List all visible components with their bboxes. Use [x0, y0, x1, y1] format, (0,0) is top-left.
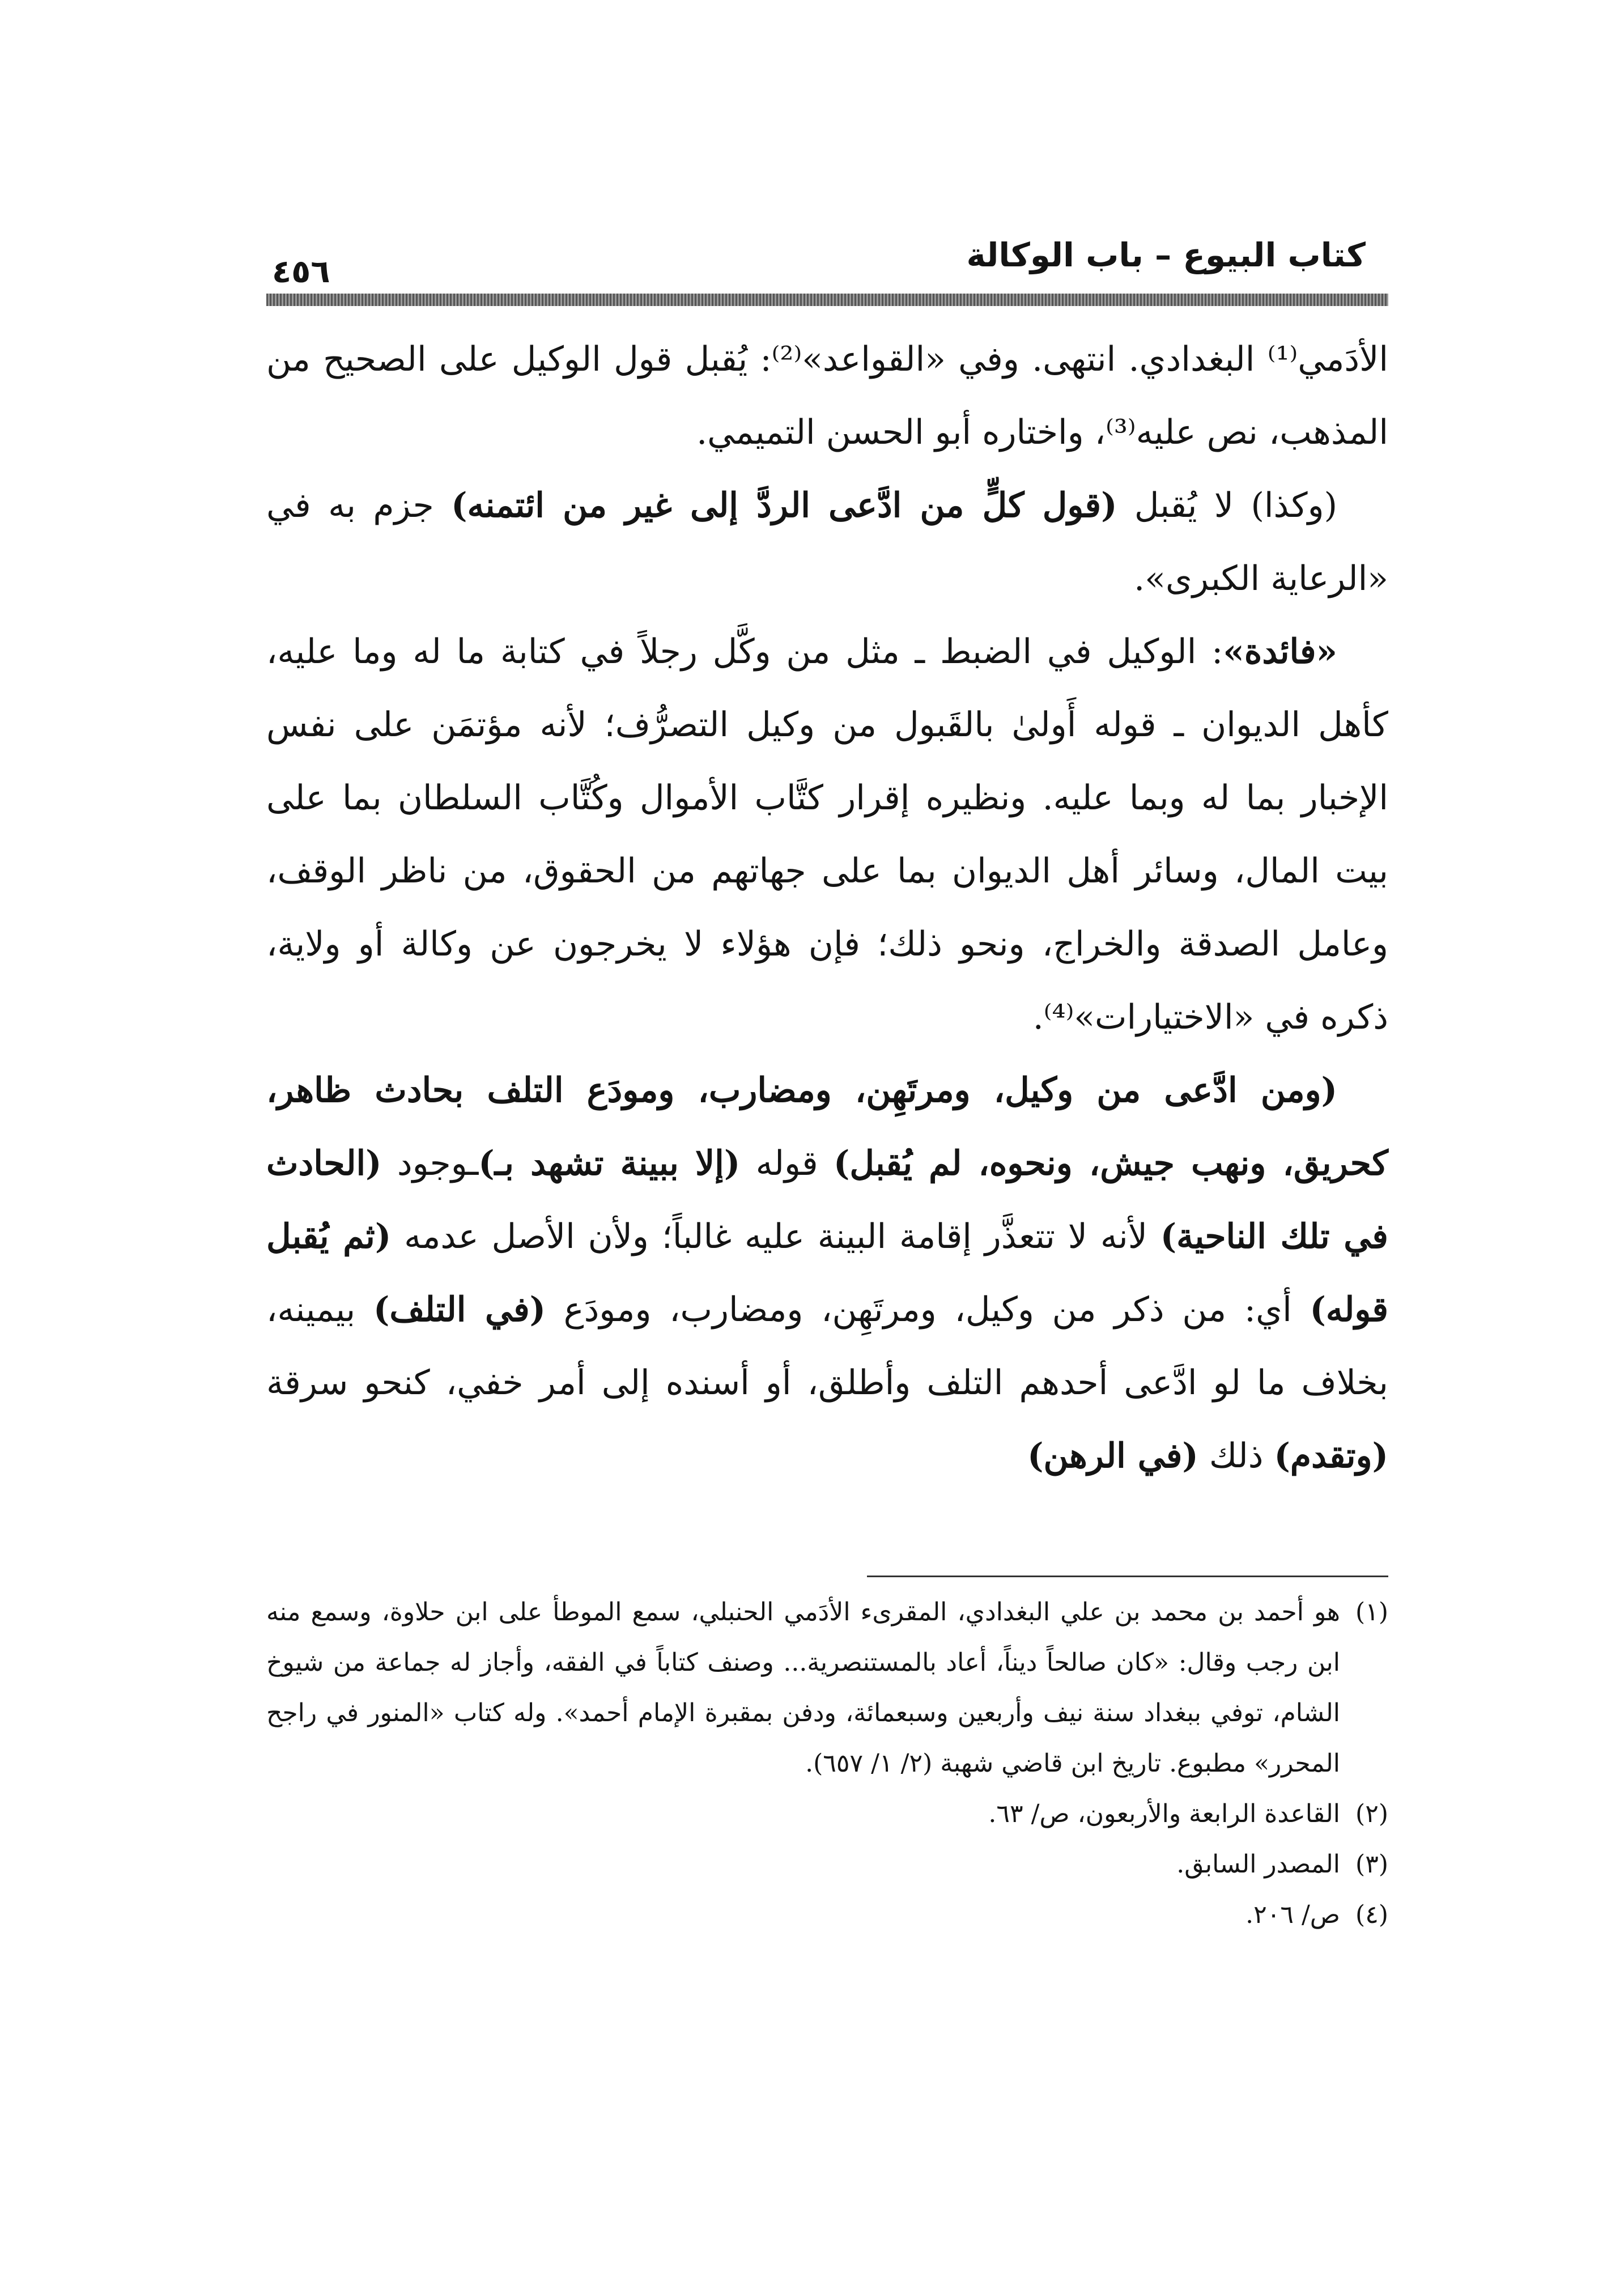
p3-rest: : الوكيل في الضبط ـ مثل من وكَّل رجلاً في كتابة ما له وما عليه، كأهل الديوان ـ قوله أَولىٰ بالقَبول من وكيل التصرُّف؛ لأنه مؤتمَن على نفس الإخبار بما له وبما عليه. ونظيره إقرار كتَّاب الأموال وكُتَّاب السلطان بما على بيت المال، وسائر أهل الديوان بما على جهاتهم من الحقوق، من ناظر الوقف، وعامل الصدقة والخراج، ونحو ذلك؛ فإن هؤلاء لا يخرجون عن وكالة أو ولاية، ذكره في «الاختيارات»⁽⁴⁾. — [266, 632, 1388, 1037]
p2-rest: جزم به في «الرعاية الكبرى». — [266, 486, 1388, 598]
p4-text-3: لأنه لا تتعذَّر إقامة البينة عليه غالباً؛ ولأن الأصل عدمه — [391, 1217, 1160, 1256]
p4-matn-3: (الحادث في تلك الناحية) — [266, 1144, 1388, 1256]
p4-text-4: أي: من ذكر من وكيل، ومرتَهِن، ومضارب، ومودَع — [546, 1290, 1310, 1330]
footnotes — [266, 1587, 1388, 1940]
footnote-number: (٢) — [1355, 1799, 1388, 1828]
p4-matn-7: (في الرهن) — [1027, 1436, 1198, 1476]
p4-matn-6: (وتقدم) — [1274, 1436, 1388, 1476]
running-title: كتاب البيوع – باب الوكالة — [966, 236, 1366, 274]
p3-label: «فائدة» — [1223, 632, 1337, 672]
paragraph-4 — [266, 1054, 1388, 1493]
paragraph-1: الأدَمي⁽¹⁾ البغدادي. انتهى. وفي «القواعد»⁽²⁾: يُقبل قول الوكيل على الصحيح من المذهب، نص عليه⁽³⁾، واختاره أبو الحسن التميمي. — [266, 339, 1389, 452]
p2-intro: (وكذا) لا يُقبل — [1117, 486, 1337, 525]
p2-matn: (قول كلٍّ من ادَّعى الردَّ إلى غير من ائتمنه) — [451, 486, 1117, 525]
footnote-number: (١) — [1355, 1598, 1388, 1627]
footnote-4 — [266, 1889, 1388, 1940]
paragraph-3 — [266, 615, 1388, 1054]
page-header — [266, 227, 1388, 289]
footnote-number: (٤) — [1355, 1900, 1388, 1929]
footnote-text: المصدر السابق. — [1176, 1850, 1340, 1879]
book-page — [266, 227, 1388, 2142]
page-number: ٤٥٦ — [272, 253, 330, 290]
p4-matn-4: (ثم يُقبل قوله) — [266, 1217, 1389, 1330]
footnote-text: هو أحمد بن محمد بن علي البغدادي، المقرىء الأدَمي الحنبلي، سمع الموطأ على ابن حلاوة، وسمع منه ابن رجب وقال: «كان صالحاً ديناً، أعاد بالمستنصرية... وصنف كتاباً في الفقه، وأجاز له جماعة من شيوخ الشام، توفي ببغداد سنة نيف وأربعين وسبعمائة، ودفن بمقبرة الإمام أحمد». وله كتاب «المنور في راجح المحرر» مطبوع. تاريخ ابن قاضي شهبة (٢/ ١/ ٦٥٧). — [266, 1598, 1340, 1778]
p4-text-2: ـوجود — [381, 1144, 479, 1183]
footnote-text: القاعدة الرابعة والأربعون، ص/ ٦٣. — [988, 1799, 1340, 1828]
main-text — [266, 323, 1388, 1493]
p4-matn-5: (في التلف) — [373, 1290, 546, 1330]
footnote-2 — [266, 1789, 1388, 1839]
header-rule — [266, 294, 1388, 306]
footnote-1 — [266, 1587, 1388, 1789]
footnote-text: ص/ ٢٠٦. — [1245, 1900, 1340, 1929]
p4-text-6: ذلك — [1198, 1436, 1274, 1476]
p4-text-5: بيمينه، بخلاف ما لو ادَّعى أحدهم التلف وأطلق، أو أسنده إلى أمر خفي، كنحو سرقة — [266, 1290, 1388, 1403]
p4-text-1: قوله — [740, 1144, 834, 1183]
p4-matn-1: (ومن ادَّعى من وكيل، ومرتَهِن، ومضارب، ومودَع التلف بحادث ظاهر، كحريق، ونهب جيش، ونحوه، لم يُقبل) — [266, 1071, 1388, 1183]
footnote-3 — [266, 1839, 1388, 1889]
footnote-separator — [867, 1576, 1388, 1577]
paragraph-2 — [266, 469, 1388, 615]
footnote-number: (٣) — [1355, 1850, 1388, 1879]
p4-matn-2: (إلا ببينة تشهد بـ) — [478, 1144, 741, 1183]
